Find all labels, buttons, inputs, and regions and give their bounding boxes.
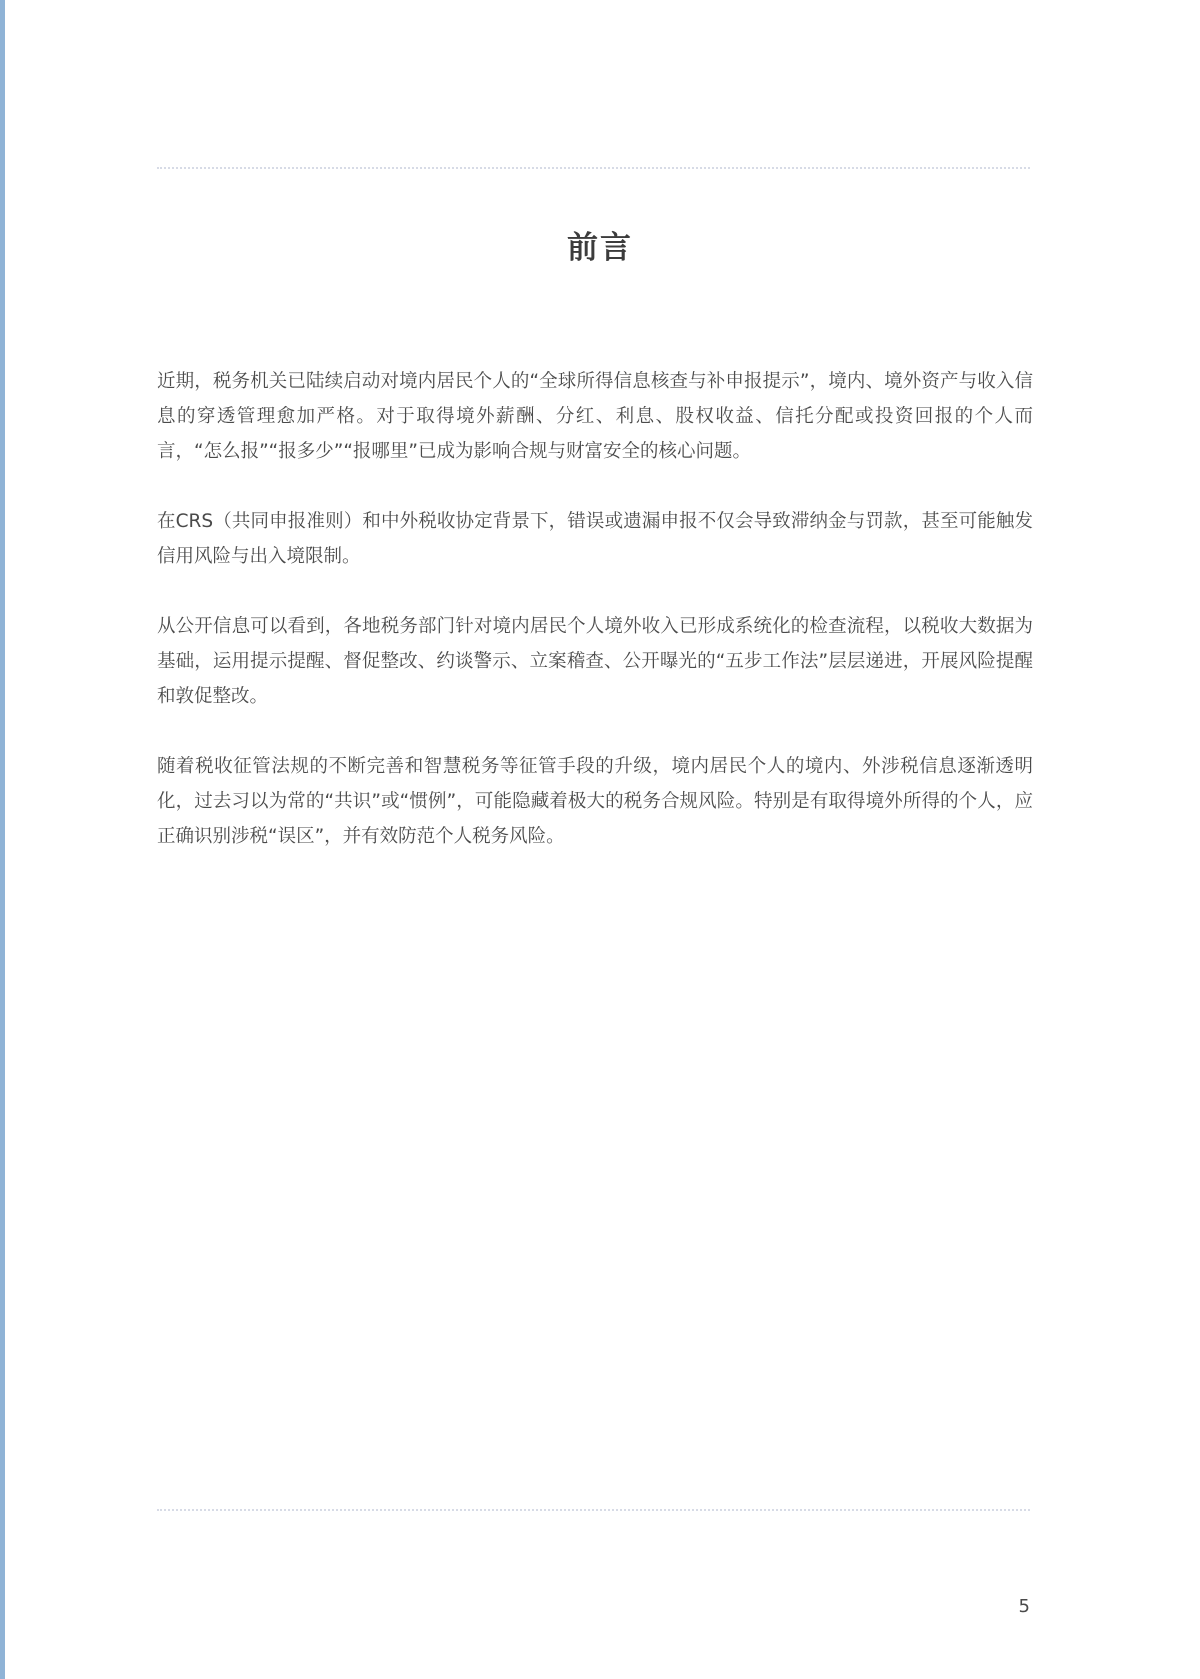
paragraph-1: 近期，税务机关已陆续启动对境内居民个人的“全球所得信息核查与补申报提示”，境内、境外资产与收入信息的穿透管理愈加严格。对于取得境外薪酬、分红、利息、股权收益、信托分配或投资回报的个人而言，“怎么报”“报多少”“报哪里”已成为影响合规与财富安全的核心问题。 <box>157 371 1033 462</box>
page-number: 5 <box>1018 1596 1030 1617</box>
paragraph-4: 随着税收征管法规的不断完善和智慧税务等征管手段的升级，境内居民个人的境内、外涉税信息逐渐透明化，过去习以为常的“共识”或“惯例”，可能隐藏着极大的税务合规风险。特别是有取得境外所得的个人，应正确识别涉税“误区”，并有效防范个人税务风险。 <box>157 756 1033 847</box>
bottom-divider <box>157 1509 1030 1511</box>
body-text <box>157 364 1033 889</box>
paragraph-3: 从公开信息可以看到，各地税务部门针对境内居民个人境外收入已形成系统化的检查流程，以税收大数据为基础，运用提示提醒、督促整改、约谈警示、立案稽查、公开曝光的“五步工作法”层层递进，开展风险提醒和敦促整改。 <box>157 616 1033 707</box>
top-divider <box>157 167 1030 169</box>
paragraph-2: 在CRS（共同申报准则）和中外税收协定背景下，错误或遗漏申报不仅会导致滞纳金与罚款，甚至可能触发信用风险与出入境限制。 <box>157 511 1033 567</box>
page-title: 前言 <box>567 230 633 266</box>
